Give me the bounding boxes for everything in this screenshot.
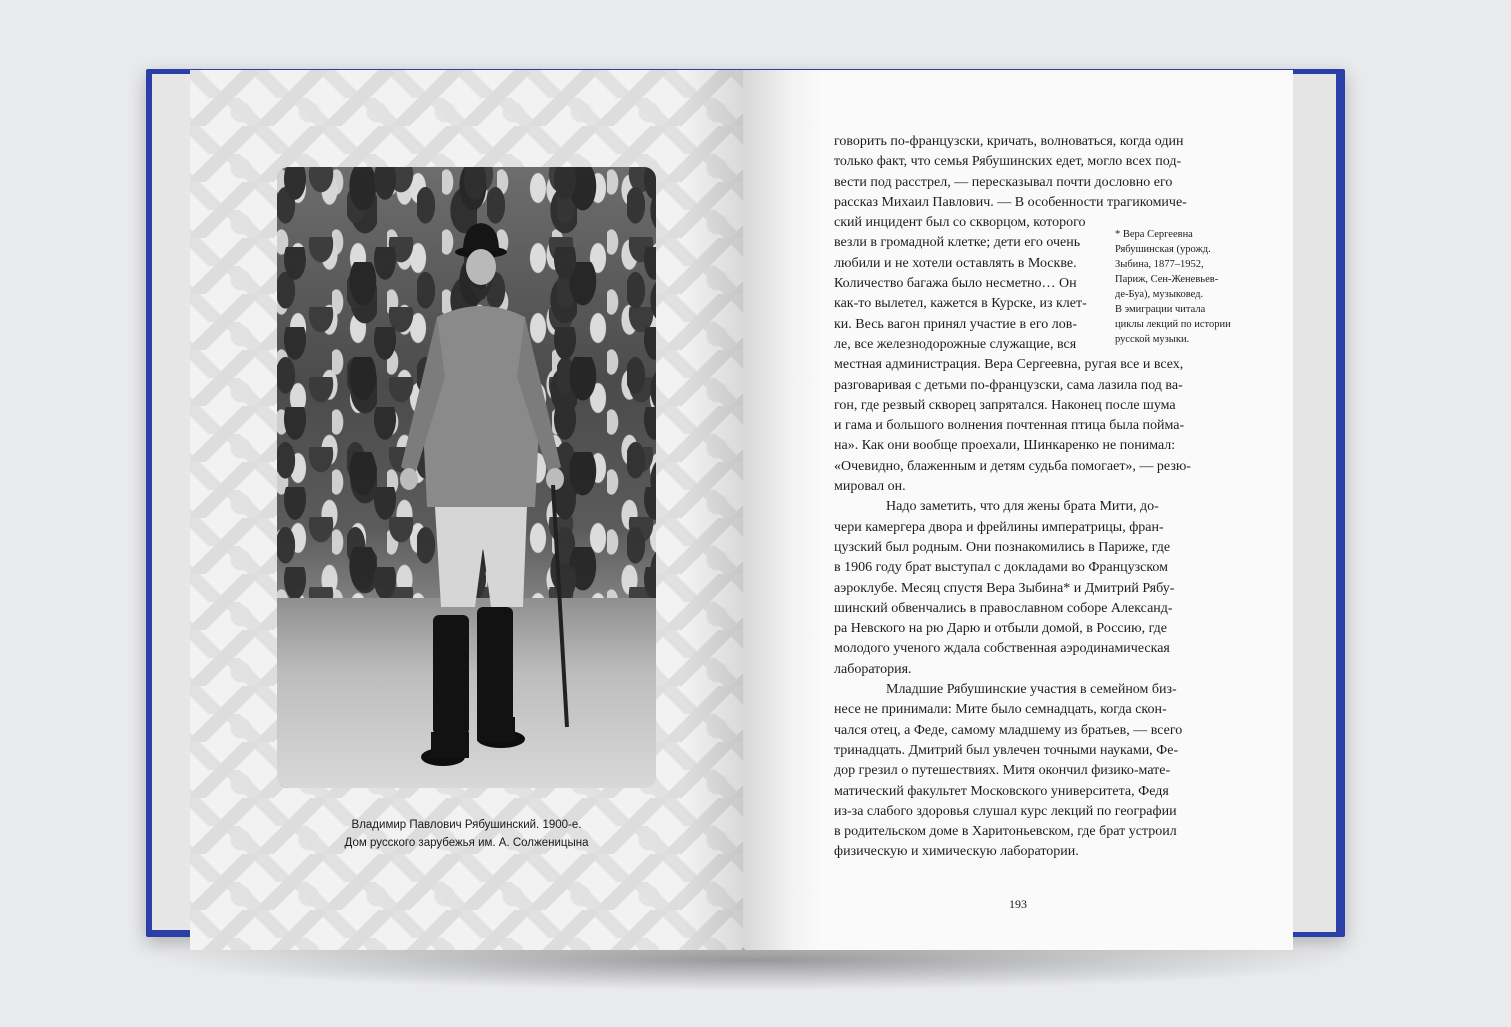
text-line: как-то вылетел, кажется в Курске, из клет-: [834, 296, 1087, 312]
text-line: чался отец, а Феде, самому младшему из братьев, — всего: [834, 722, 1183, 738]
text-line: мировал он.: [834, 479, 906, 495]
text-line: и гама и большого волнения почтенная птица была пойма-: [834, 418, 1185, 434]
page-edges-right: [1290, 74, 1336, 932]
text-line: Количество багажа было несметно… Он: [834, 276, 1077, 292]
text-line: рассказ Михаил Павлович. — В особенности трагикомиче-: [834, 194, 1187, 210]
text-line: Младшие Рябушинские участия в семейном биз-: [886, 682, 1177, 698]
footnote-line: Париж, Сен-Женевьев-: [1115, 274, 1219, 285]
text-line: гон, где резвый скворец запрятался. Наконец после шума: [834, 397, 1176, 413]
text-line: разговаривая с детьми по-французски, сама лазила под ва-: [834, 377, 1183, 393]
text-line: только факт, что семья Рябушинских едет, могло всех под-: [834, 154, 1182, 170]
portrait-photo: [277, 167, 656, 788]
gutter-shadow-left: [683, 70, 743, 950]
text-line: ле, все железнодорожные служащие, вся: [834, 336, 1077, 352]
photo-caption: [250, 816, 683, 852]
text-line: на». Как они вообще проехали, Шинкаренко не понимал:: [834, 438, 1176, 454]
text-line: молодого ученого ждала собственная аэродинамическая: [834, 641, 1170, 657]
text-line: аэроклубе. Месяц спустя Вера Зыбина* и Дмитрий Рябу-: [834, 580, 1175, 596]
text-line: ки. Весь вагон принял участие в его лов-: [834, 316, 1077, 332]
text-line: говорить по-французски, кричать, волноваться, когда один: [834, 134, 1184, 149]
footnote-line: циклы лекций по истории: [1115, 319, 1231, 330]
text-line: Надо заметить, что для жены брата Мити, до-: [886, 499, 1159, 515]
footnote-line: В эмиграции читала: [1115, 304, 1206, 315]
text-line: в 1906 году брат выступал с докладами во Французском: [834, 560, 1169, 576]
caption-line-2: Дом русского зарубежья им. А. Солженицына: [344, 837, 589, 849]
footnote-line: де-Буа), музыковед.: [1115, 289, 1204, 300]
text-line: лаборатория.: [834, 661, 912, 677]
text-line: ский инцидент был со скворцом, которого: [834, 215, 1086, 231]
text-line: в родительском доме в Харитоньевском, где брат устроил: [834, 824, 1177, 840]
text-line: шинский обвенчались в православном соборе Александ-: [834, 600, 1173, 616]
right-page: [743, 70, 1293, 950]
text-line: вести под расстрел, — пересказывал почти дословно его: [834, 174, 1173, 190]
footnote-line: * Вера Сергеевна: [1115, 229, 1193, 240]
text-line: везли в громадной клетке; дети его очень: [834, 235, 1081, 251]
text-line: ра Невского на рю Дарю и отбыли домой, в Россию, где: [834, 621, 1167, 637]
caption-line-1: Владимир Павлович Рябушинский. 1900-е.: [351, 819, 582, 831]
page-number: 193: [1009, 897, 1027, 911]
text-line: несе не принимали: Мите было семнадцать, когда скон-: [834, 702, 1167, 718]
text-line: тринадцать. Дмитрий был увлечен точными науками, Фе-: [834, 742, 1179, 758]
footnote-line: Рябушинская (урожд.: [1115, 244, 1211, 255]
gutter-shadow-right: [743, 70, 823, 950]
text-line: «Очевидно, блаженным и детям судьба помогает», — резю-: [834, 458, 1191, 474]
footnote-line: русской музыки.: [1115, 334, 1190, 345]
man-figure: [277, 167, 656, 788]
left-page: [190, 70, 743, 950]
text-line: дор грезил о путешествиях. Митя окончил физико-мате-: [834, 763, 1171, 779]
text-line: чери камергера двора и фрейлины императрицы, фран-: [834, 519, 1164, 535]
text-line: из-за слабого здоровья слушал курс лекций по географии: [834, 803, 1177, 819]
text-line: цузский был родным. Они познакомились в Париже, где: [834, 539, 1171, 555]
text-line: любили и не хотели оставлять в Москве.: [834, 255, 1077, 271]
text-line: физическую и химическую лаборатории.: [834, 844, 1079, 860]
page-edges-left: [152, 74, 192, 930]
margin-footnote: [1115, 227, 1275, 347]
footnote-line: Зыбина, 1877–1952,: [1115, 259, 1204, 270]
text-line: местная администрация. Вера Сергеевна, ругая все и всех,: [834, 357, 1184, 373]
text-line: матический факультет Московского университета, Федя: [834, 783, 1169, 799]
